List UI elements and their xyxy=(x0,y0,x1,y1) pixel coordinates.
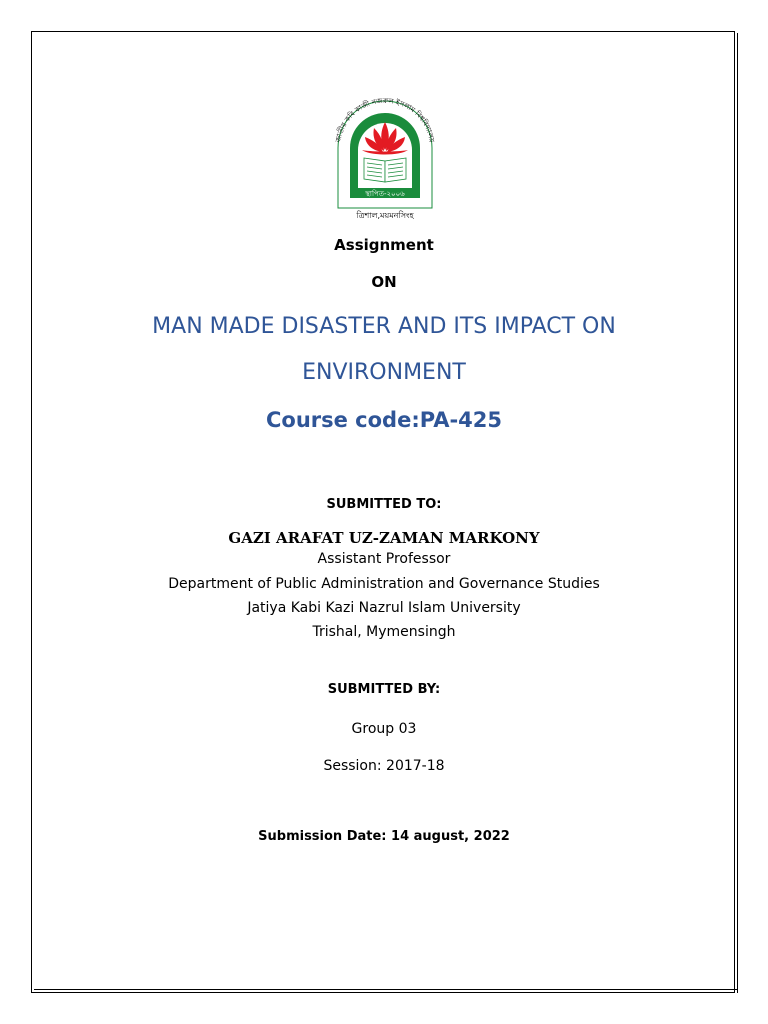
submission-date: Submission Date: 14 august, 2022 xyxy=(258,829,510,844)
submitted-by-label: SUBMITTED BY: xyxy=(327,682,441,697)
logo-arc-text: জাতীয় কবি কাজী নজরুল ইসলাম বিশ্ববিদ্যালয় xyxy=(334,96,436,143)
logo-location-text: ত্রিশাল,ময়মনসিংহ xyxy=(356,211,414,220)
university-logo xyxy=(330,80,440,222)
course-code: Course code:PA-425 xyxy=(265,408,502,432)
supervisor-address: Trishal, Mymensingh xyxy=(312,624,456,640)
page-border-shadow-bottom xyxy=(34,989,737,990)
submitted-to-label: SUBMITTED TO: xyxy=(326,497,442,512)
title-line-1: MAN MADE DISASTER AND ITS IMPACT ON xyxy=(152,314,616,339)
university-seal-icon xyxy=(330,80,440,222)
logo-established-text: স্থাপিত-২০০৬ xyxy=(365,190,405,198)
supervisor-department: Department of Public Administration and Governance Studies xyxy=(168,576,600,592)
on-label: ON xyxy=(371,273,397,291)
session-text: Session: 2017-18 xyxy=(323,758,445,774)
supervisor-designation: Assistant Professor xyxy=(317,551,451,567)
title-line-2: ENVIRONMENT xyxy=(302,360,466,385)
supervisor-university: Jatiya Kabi Kazi Nazrul Islam University xyxy=(247,600,521,616)
supervisor-name: GAZI ARAFAT UZ-ZAMAN MARKONY xyxy=(228,529,540,547)
group-number: Group 03 xyxy=(351,721,417,737)
assignment-label: Assignment xyxy=(334,236,434,254)
page-border-shadow-right xyxy=(737,33,738,993)
